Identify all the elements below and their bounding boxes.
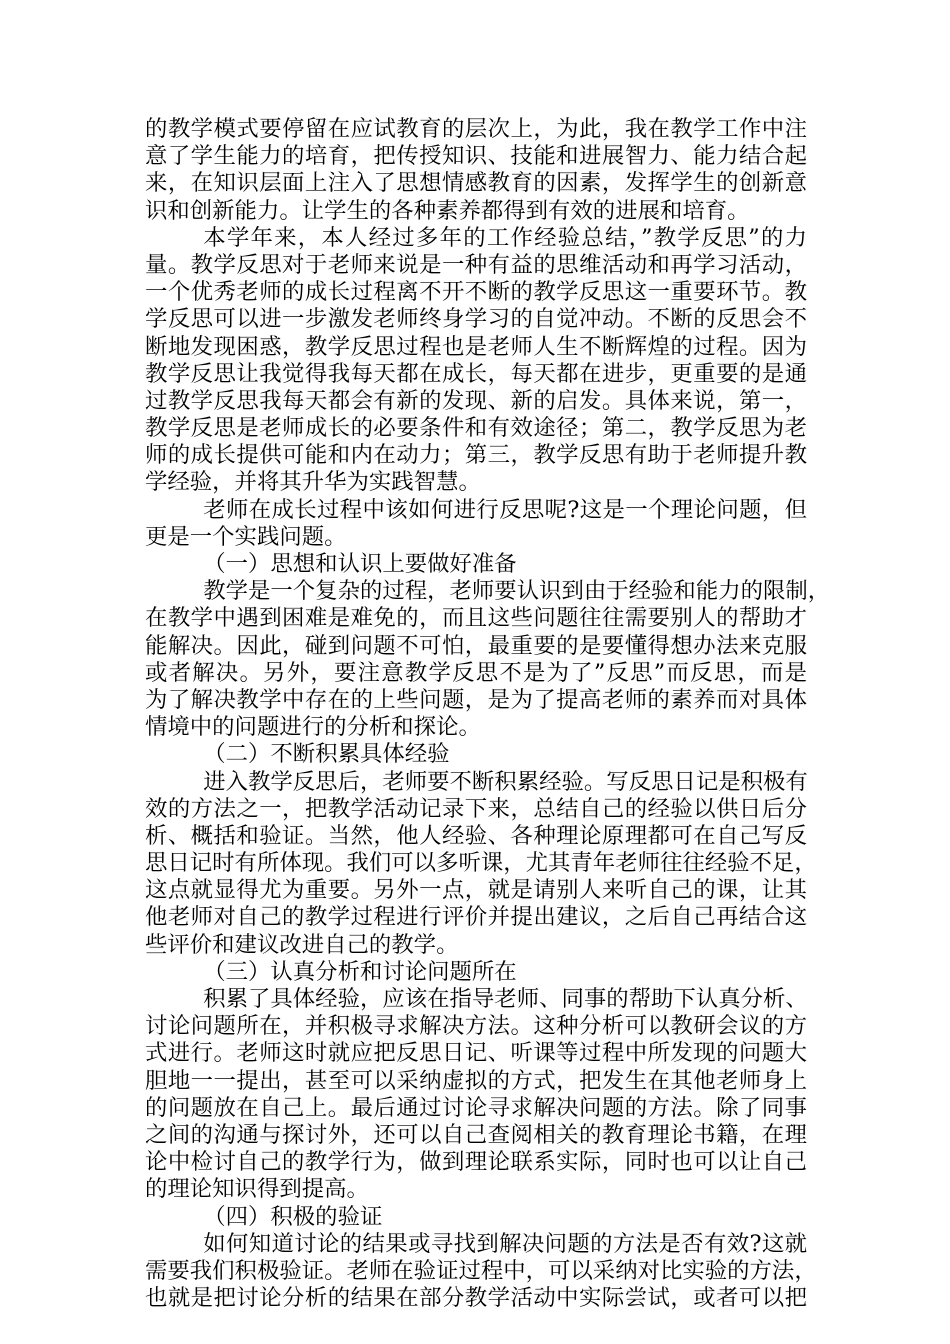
text-line: 本学年来，本人经过多年的工作经验总结，”教学反思”的力 — [203, 224, 807, 251]
text-line: 讨论问题所在，并积极寻求解决方法。这种分析可以教研会议的方 — [145, 1013, 807, 1040]
text-lines — [145, 116, 831, 1312]
text-line: 量。教学反思对于老师来说是一种有益的思维活动和再学习活动， — [145, 251, 807, 278]
text-line: 教学是一个复杂的过程，老师要认识到由于经验和能力的限制， — [203, 578, 831, 605]
text-line: 教学反思让我觉得我每天都在成长，每天都在进步，更重要的是通 — [145, 360, 807, 387]
text-line: 进入教学反思后，老师要不断积累经验。写反思日记是积极有 — [203, 768, 808, 795]
text-line: 识和创新能力。让学生的各种素养都得到有效的进展和培育。 — [145, 197, 750, 224]
text-line: 意了学生能力的培育，把传授知识、技能和进展智力、能力结合起 — [145, 143, 807, 170]
text-line: 如何知道讨论的结果或寻找到解决问题的方法是否有效?这就 — [203, 1230, 807, 1257]
text-line: 来，在知识层面上注入了思想情感教育的因素，发挥学生的创新意 — [145, 170, 807, 197]
text-line: 需要我们积极验证。老师在验证过程中，可以采纳对比实验的方法， — [145, 1257, 817, 1284]
text-line: 过教学反思我每天都会有新的发现、新的启发。具体来说，第一， — [145, 387, 807, 414]
text-line: 些评价和建议改进自己的教学。 — [145, 931, 459, 958]
text-line: 他老师对自己的教学过程进行评价并提出建议，之后自己再结合这 — [145, 904, 807, 931]
document-body — [145, 116, 831, 1312]
text-line: 的教学模式要停留在应试教育的层次上，为此，我在教学工作中注 — [145, 116, 807, 142]
text-line: 效的方法之一，把教学活动记录下来，总结自己的经验以供日后分 — [145, 795, 807, 822]
text-line: 思日记时有所体现。我们可以多听课，尤其青年老师往往经验不足， — [145, 850, 817, 877]
text-line: 情境中的问题进行的分析和探论。 — [145, 714, 481, 741]
text-line: 胆地一一提出，甚至可以采纳虚拟的方式，把发生在其他老师身上 — [145, 1067, 807, 1094]
text-line: （一）思想和认识上要做好准备 — [203, 551, 517, 577]
text-line: 之间的沟通与探讨外，还可以自己查阅相关的教育理论书籍，在理 — [145, 1121, 807, 1148]
text-line: 为了解决教学中存在的上些问题，是为了提高老师的素养而对具体 — [145, 686, 807, 713]
text-line: 一个优秀老师的成长过程离不开不断的教学反思这一重要环节。教 — [145, 279, 807, 306]
text-line: 断地发现困惑，教学反思过程也是老师人生不断辉煌的过程。因为 — [145, 333, 807, 360]
text-line: 学反思可以进一步激发老师终身学习的自觉冲动。不断的反思会不 — [145, 306, 807, 333]
text-line: 能解决。因此，碰到问题不可怕，最重要的是要懂得想办法来克服 — [145, 632, 807, 659]
text-line: 学经验，并将其升华为实践智慧。 — [145, 469, 481, 496]
text-line: 师的成长提供可能和内在动力；第三，教学反思有助于老师提升教 — [145, 442, 807, 469]
text-line: 的理论知识得到提高。 — [145, 1176, 369, 1203]
text-line: 更是一个实践问题。 — [145, 523, 347, 550]
text-line: （二）不断积累具体经验 — [203, 741, 450, 768]
text-line: （三）认真分析和讨论问题所在 — [203, 958, 517, 985]
text-line: （四）积极的验证 — [203, 1203, 383, 1230]
text-line: 积累了具体经验，应该在指导老师、同事的帮助下认真分析、 — [203, 986, 808, 1012]
text-line: 也就是把讨论分析的结果在部分教学活动中实际尝试，或者可以把 — [145, 1285, 807, 1312]
text-line: 老师在成长过程中该如何进行反思呢?这是一个理论问题，但 — [203, 496, 807, 523]
text-line: 式进行。老师这时就应把反思日记、听课等过程中所发现的问题大 — [145, 1040, 807, 1067]
text-line: 析、概括和验证。当然，他人经验、各种理论原理都可在自己写反 — [145, 822, 807, 849]
text-line: 在教学中遇到困难是难免的，而且这些问题往往需要别人的帮助才 — [145, 605, 807, 632]
text-line: 或者解决。另外，要注意教学反思不是为了”反思”而反思，而是 — [145, 659, 807, 686]
text-line: 论中检讨自己的教学行为，做到理论联系实际，同时也可以让自己 — [145, 1149, 807, 1176]
text-line: 教学反思是老师成长的必要条件和有效途径；第二，教学反思为老 — [145, 415, 807, 442]
text-line: 这点就显得尤为重要。另外一点，就是请别人来听自己的课，让其 — [145, 877, 807, 904]
text-line: 的问题放在自己上。最后通过讨论寻求解决问题的方法。除了同事 — [145, 1094, 807, 1121]
